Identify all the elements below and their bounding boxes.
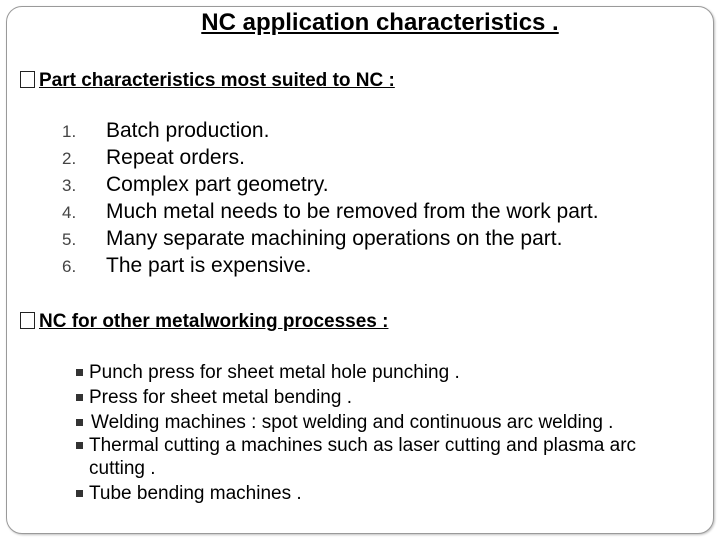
item-text: Welding machines : spot welding and continuous arc welding . bbox=[91, 412, 614, 433]
list-item bbox=[62, 254, 599, 281]
list-item bbox=[62, 119, 599, 146]
item-text: Batch production. bbox=[106, 119, 270, 142]
item-text: Complex part geometry. bbox=[106, 173, 329, 196]
item-number: 5. bbox=[62, 230, 77, 249]
list-item bbox=[76, 361, 696, 384]
square-bullet-icon bbox=[76, 490, 83, 497]
item-number: 6. bbox=[62, 257, 77, 276]
section-heading-text: NC for other metalworking processes : bbox=[39, 311, 389, 332]
checkbox-bullet-icon bbox=[20, 71, 35, 88]
section-heading-part-characteristics bbox=[20, 70, 395, 92]
section-heading-text: Part characteristics most suited to NC : bbox=[39, 70, 395, 91]
numbered-list bbox=[62, 119, 599, 281]
square-bullet-icon bbox=[76, 442, 83, 449]
bullet-list bbox=[76, 361, 696, 505]
list-item bbox=[62, 200, 599, 227]
item-number: 3. bbox=[62, 176, 77, 195]
list-item bbox=[76, 386, 696, 409]
item-number: 4. bbox=[62, 203, 77, 222]
item-text: The part is expensive. bbox=[106, 254, 312, 277]
item-text: Press for sheet metal bending . bbox=[89, 387, 352, 408]
list-item bbox=[62, 227, 599, 254]
item-text: Much metal needs to be removed from the work part. bbox=[106, 200, 599, 223]
list-item bbox=[76, 411, 689, 434]
list-item bbox=[76, 482, 696, 505]
square-bullet-icon bbox=[76, 369, 83, 376]
list-item bbox=[62, 146, 599, 173]
square-bullet-icon bbox=[76, 419, 83, 426]
item-text: Many separate machining operations on the part. bbox=[106, 227, 563, 250]
item-number: 1. bbox=[62, 122, 77, 141]
section-heading-other-processes bbox=[20, 311, 388, 333]
square-bullet-icon bbox=[76, 394, 83, 401]
slide-title: NC application characteristics . bbox=[201, 9, 559, 36]
checkbox-bullet-icon bbox=[20, 312, 35, 329]
list-item bbox=[62, 173, 599, 200]
item-text: Punch press for sheet metal hole punching . bbox=[89, 362, 460, 383]
item-text: Tube bending machines . bbox=[89, 483, 302, 504]
item-number: 2. bbox=[62, 149, 77, 168]
item-text: Thermal cutting a machines such as laser cutting and plasma arc cutting . bbox=[89, 435, 637, 479]
item-text: Repeat orders. bbox=[106, 146, 245, 169]
list-item bbox=[76, 434, 689, 480]
